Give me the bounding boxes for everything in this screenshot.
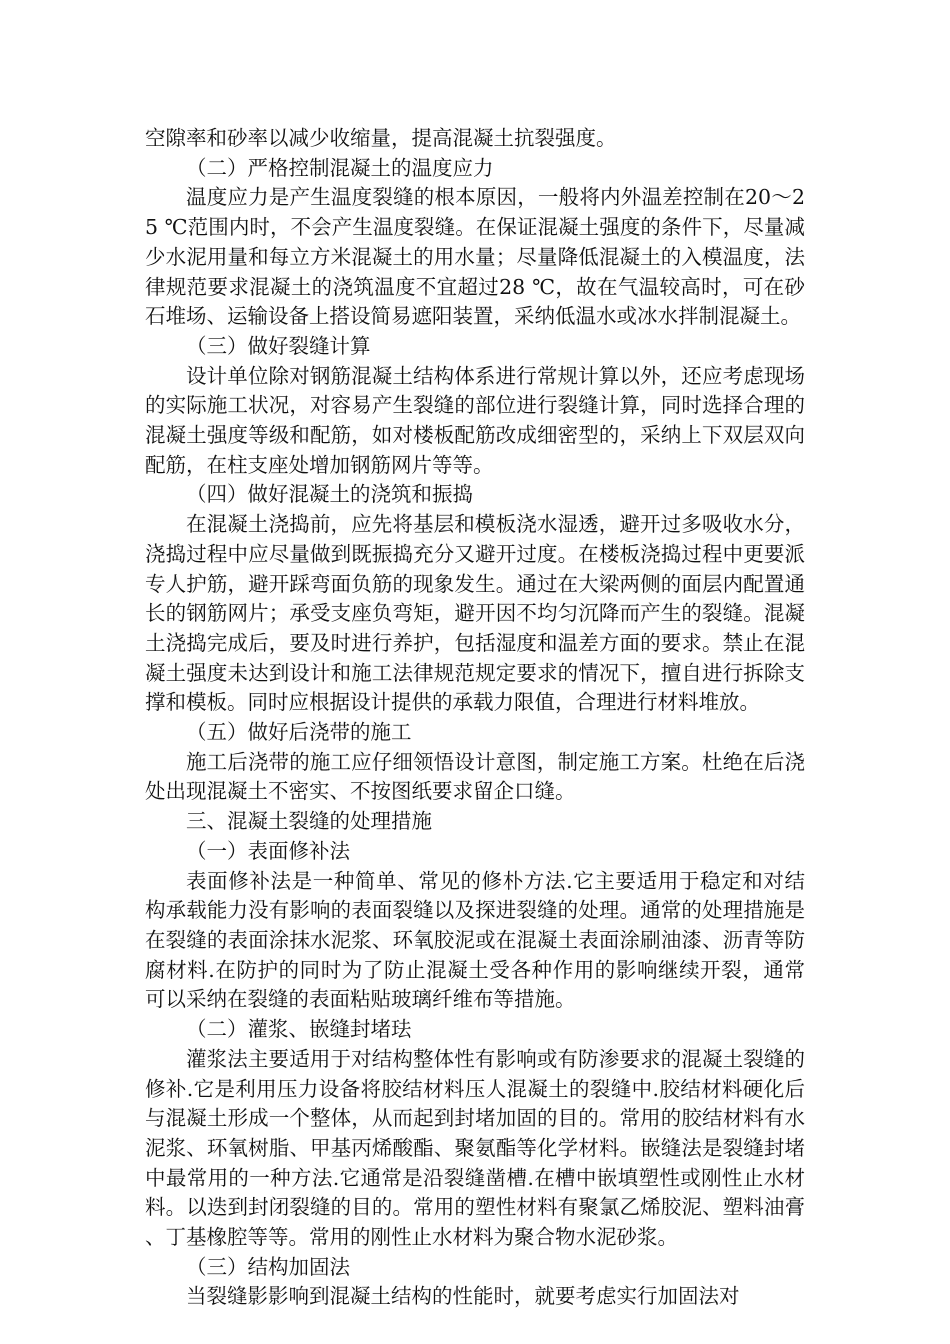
section-heading: （二）灌浆、嵌缝封堵珐 xyxy=(186,1017,412,1042)
body-paragraph: 设计单位除对钢筋混凝土结构体系进行常规计算以外，还应考虑现场的实际施工状况，对容易产生裂缝的部位进行裂缝计算，同时选择合理的混凝土强度等级和配筋，如对楼板配筋改成细密型的，采纳上下双层双向配筋，在柱支座处增加钢筋网片等等。 xyxy=(145,363,805,477)
body-paragraph: 施工后浇带的施工应仔细领悟设计意图，制定施工方案。杜绝在后浇处出现混凝土不密实、不按图纸要求留企口缝。 xyxy=(145,749,805,804)
body-paragraph: 空隙率和砂率以减少收缩量，提高混凝土抗裂强度。 xyxy=(145,126,617,150)
section-heading: （四）做好混凝土的浇筑和振捣 xyxy=(186,482,473,507)
body-paragraph: 表面修补法是一种简单、常见的修朴方法.它主要适用于稳定和对结构承载能力没有影响的表面裂缝以及探进裂缝的处理。通常的处理措施是在裂缝的表面涂抹水泥浆、环氧胶泥或在混凝土表面涂刷油漆、沥青等防腐材料.在防护的同时为了防止混凝土受各种作用的影响继续开裂，通常可以采纳在裂缝的表面粘贴玻璃纤维布等措施。 xyxy=(145,868,805,1012)
body-paragraph: 在混凝土浇捣前，应先将基层和模板浇水湿透，避开过多吸收水分，浇捣过程中应尽量做到既振捣充分又避开过度。在楼板浇捣过程中更要派专人护筋，避开踩弯面负筋的现象发生。通过在大梁两侧的面层内配置通长的钢筋网片；承受支座负弯矩，避开因不均匀沉降而产生的裂缝。混凝土浇捣完成后，要及时进行养护，包括湿度和温差方面的要求。禁止在混凝土强度未达到设计和施工法律规范规定要求的情况下，擅自进行拆除支撑和模板。同时应根据设计提供的承载力限值，合理进行材料堆放。 xyxy=(145,512,805,715)
body-paragraph: 当裂缝影影响到混凝土结构的性能时，就要考虑实行加固法对 xyxy=(186,1284,740,1309)
section-heading: （三）做好裂缝计算 xyxy=(186,333,371,358)
body-paragraph: 灌浆法主要适用于对结构整体性有影响或有防渗要求的混凝土裂缝的修补.它是利用压力设备将胶结材料压人混凝土的裂缝中.胶结材料硬化后与混凝土形成一个整体，从而起到封堵加固的目的。常用的胶结材料有水泥浆、环氧树脂、甲基丙烯酸酯、聚氨酯等化学材料。嵌缝法是裂缝封堵中最常用的一种方法.它通常是沿裂缝凿槽.在槽中嵌填塑性或刚性止水材料。以迭到封闭裂缝的目的。常用的塑性材料有聚氯乙烯胶泥、塑料油膏、丁基橡腔等等。常用的刚性止水材料为聚合物水泥砂浆。 xyxy=(145,1046,805,1250)
section-heading: （五）做好后浇带的施工 xyxy=(186,720,412,745)
section-heading: （三）结构加固法 xyxy=(186,1254,350,1279)
body-paragraph: 温度应力是产生温度裂缝的根本原因，一般将内外温差控制在20～25 ℃范围内时，不会产生温度裂缝。在保证混凝土强度的条件下，尽量减少水泥用量和每立方米混凝土的用水量；尽量降低混凝土的入模温度，法律规范要求混凝土的浇筑温度不宜超过28 ℃，故在气温较高时，可在砂石堆场、运输设备上搭设简易遮阳装置，采纳低温水或冰水拌制混凝土。 xyxy=(145,185,805,329)
section-heading: （二）严格控制混凝土的温度应力 xyxy=(186,155,494,180)
chapter-heading: 三、混凝土裂缝的处理措施 xyxy=(186,809,432,834)
document-body xyxy=(145,124,805,1312)
section-heading: （一）表面修补法 xyxy=(186,838,350,863)
